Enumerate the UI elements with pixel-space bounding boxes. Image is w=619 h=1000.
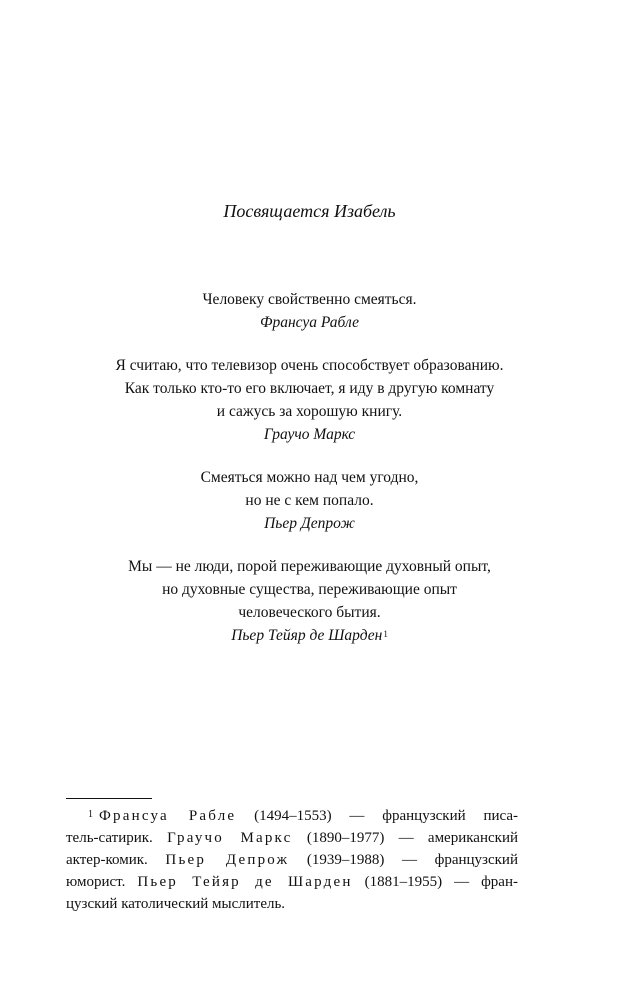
footnote-text: цузский католический мыслитель.: [66, 896, 286, 912]
epigraph-line: человеческого бытия.: [238, 604, 381, 621]
footnote-text: (1494–1553) — французский писа-: [236, 808, 518, 824]
footnote-text: (1881–1955) — фран-: [352, 874, 518, 890]
epigraph-author: Граучо Маркс: [263, 426, 356, 443]
footnote-person-name: Пьер Депрож: [165, 852, 290, 868]
footnote-text: тель-сатирик.: [66, 830, 168, 846]
epigraph: [0, 466, 619, 535]
epigraph-line: но не с кем попало.: [245, 492, 374, 509]
footnote-line: [66, 849, 518, 871]
epigraph-line: Как только кто-то его включает, я иду в другую комнату: [124, 380, 495, 397]
epigraph-line: Смеяться можно над чем угодно,: [200, 469, 419, 486]
footnote-text: актер-комик.: [66, 852, 166, 868]
epigraph-line: Человеку свойственно смеяться.: [202, 291, 417, 308]
footnote-reference[interactable]: 1: [383, 629, 388, 639]
footnote-line: [66, 827, 518, 849]
epigraph-line: но духовные существа, переживающие опыт: [162, 581, 457, 598]
epigraph-author: [0, 624, 619, 647]
epigraphs: [0, 288, 619, 667]
epigraph-line: Мы — не люди, порой переживающие духовный опыт,: [128, 558, 491, 575]
footnote-text: (1939–1988) — французский: [289, 852, 518, 868]
footnote-line: [66, 805, 518, 827]
epigraph-line: Я считаю, что телевизор очень способствует образованию.: [115, 357, 504, 374]
epigraph-author: Пьер Депрож: [264, 515, 355, 532]
footnote-line: [66, 871, 518, 893]
epigraph: [0, 555, 619, 647]
footnote-person-name: Пьер Тейяр де Шарден: [137, 874, 353, 890]
epigraph-author-name: Пьер Тейяр де Шарден: [231, 627, 383, 644]
epigraph: [0, 354, 619, 446]
epigraph: [0, 288, 619, 334]
footnote-person-name: Франсуа Рабле: [99, 808, 237, 824]
footnote-divider: [66, 798, 152, 799]
footnote: [66, 805, 518, 915]
footnote-line: [66, 893, 518, 915]
epigraph-line: и сажусь за хорошую книгу.: [216, 403, 403, 420]
footnote-text: (1890–1977) — американский: [292, 830, 518, 846]
footnote-marker: 1: [88, 809, 93, 820]
dedication: Посвящается Изабель: [223, 201, 396, 221]
footnote-text: юморист.: [66, 874, 138, 890]
epigraph-author: Франсуа Рабле: [260, 314, 359, 331]
footnote-person-name: Граучо Маркс: [167, 830, 293, 846]
